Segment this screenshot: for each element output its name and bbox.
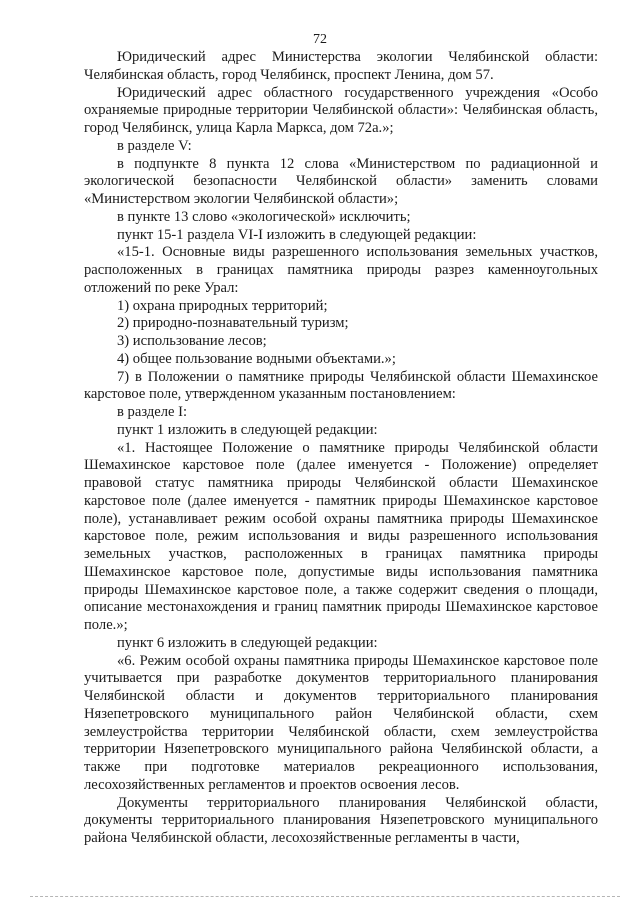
paragraph: Юридический адрес областного государственного учреждения «Особо охраняемые природные территории Челябинской области»: Челябинская область, город Челябинск, улица Карла Маркса, дом 72а.»; (84, 84, 598, 136)
paragraph: в подпункте 8 пункта 12 слова «Министерством по радиационной и экологической безопасности Челябинской области» заменить словами «Министерством экологии Челябинской области»; (84, 155, 598, 207)
paragraph: в разделе V: (117, 137, 192, 154)
list-item: 3) использование лесов; (117, 333, 267, 349)
paragraph: пункт 15-1 раздела VI-I изложить в следующей редакции: (117, 226, 477, 243)
paragraph: в разделе I: (117, 404, 188, 420)
paragraph: «15-1. Основные виды разрешенного использования земельных участков, расположенных в границах памятника природы разрез каменноугольных отложений по реке Урал: (84, 244, 598, 296)
footer-rule (30, 896, 620, 897)
paragraph: пункт 1 изложить в следующей редакции: (117, 421, 378, 438)
paragraph: «6. Режим особой охраны памятника природы Шемахинское карстовое поле учитывается при разработке документов территориального планирования Челябинской области и документов территориального планирования Нязепетровского муниципального район Челябинской области, схем землеустройства территории Челябинской области, схем землеустройства территории Нязепетровского муниципального района Челябинской области, а также при подготовке материалов рекреационного использования, лесохозяйственных регламентов и проектов освоения лесов. (84, 652, 598, 793)
paragraph: Юридический адрес Министерства экологии Челябинской области: Челябинская область, город Челябинск, проспект Ленина, дом 57. (84, 49, 598, 83)
list-item: 2) природно-познавательный туризм; (117, 315, 349, 332)
list-item: 4) общее пользование водными объектами.»; (117, 350, 396, 367)
paragraph: пункт 6 изложить в следующей редакции: (117, 634, 378, 651)
page-number: 72 (313, 32, 327, 47)
paragraph: Документы территориального планирования Челябинской области, документы территориального планирования Нязепетровского муниципального района Челябинской области, лесохозяйственные регламенты в части, (84, 794, 598, 846)
paragraph: «1. Настоящее Положение о памятнике природы Челябинской области Шемахинское карстовое поле (далее именуется - Положение) определяет правовой статус памятника природы Челябинской области Шемахинское карстовое поле (далее именуется - памятник природы Шемахинское карстовое поле), устанавливает режим особой охраны памятника природы Шемахинское карстовое поле, режим использования и виды разрешенного использования земельных участков, расположенных в границах памятника природы Шемахинское карстовое поле, допустимые виды использования памятника природы Шемахинское карстовое поле, а также содержит сведения о площади, описание местонахождения и границ памятник природы Шемахинское карстовое поле.»; (84, 439, 598, 633)
list-item: 1) охрана природных территорий; (117, 297, 328, 314)
paragraph: 7) в Положении о памятнике природы Челябинской области Шемахинское карстовое поле, утвержденном указанным постановлением: (84, 368, 598, 403)
document-body (84, 49, 598, 848)
paragraph: в пункте 13 слово «экологической» исключить; (117, 208, 411, 225)
